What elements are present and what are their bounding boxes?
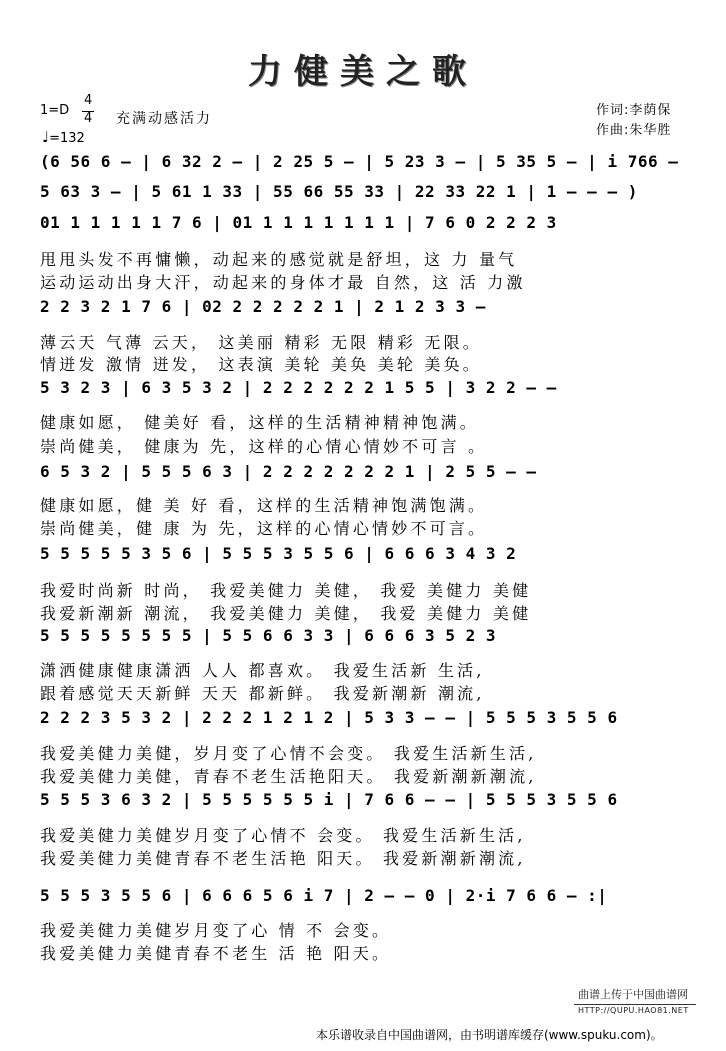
notation-line-4: 2 2 3 2 1 7 6 | 02 2 2 2 2 2 1 | 2 1 2 3 3 – <box>40 297 486 316</box>
key-signature: 1=D <box>40 103 70 118</box>
lyric-line-3: 薄云天 气薄 云天， 这美丽 精彩 无限 精彩 无限。 <box>40 333 483 352</box>
lyric-line-13: 我爱美健力美健，岁月变了心情不会变。 我爱生活新生活, <box>40 744 537 763</box>
lyricist-credit: 作词:李荫保 <box>596 103 672 118</box>
lyric-line-2: 运动运动出身大汗，动起来的身体才最 自然，这 活 力激 <box>40 273 526 292</box>
lyric-line-6: 崇尚健美， 健康为 先，这样的心情心情妙不可言 。 <box>40 437 488 456</box>
lyric-line-18: 我爱美健力美健青春不老生 活 艳 阳天。 <box>40 944 392 963</box>
lyric-line-17: 我爱美健力美健岁月变了心 情 不 会变。 <box>40 921 392 940</box>
source-notice: 本乐谱收录自中国曲谱网，由书明谱库缓存(www.spuku.com)。 <box>316 1028 663 1042</box>
notation-line-6: 6 5 3 2 | 5 5 5 6 3 | 2 2 2 2 2 2 2 1 | 2 5 5 – – <box>40 462 537 481</box>
composer-credit: 作曲:朱华胜 <box>596 123 672 138</box>
notation-line-1: (6 56 6 – | 6 32 2 – | 2 25 5 – | 5 23 3 – | 5 35 5 – | i 766 – <box>40 152 679 171</box>
song-title: 力健美之歌 <box>248 52 478 92</box>
quarter-note-icon: ♩ <box>42 128 50 146</box>
notation-line-5: 5 3 2 3 | 6 3 5 3 2 | 2 2 2 2 2 2 1 5 5 | 3 2 2 – – <box>40 378 557 397</box>
lyric-line-16: 我爱美健力美健青春不老生活艳 阳天。 我爱新潮新潮流, <box>40 849 526 868</box>
notation-line-8: 5 5 5 5 5 5 5 5 | 5 5 6 6 3 3 | 6 6 6 3 5 2 3 <box>40 626 496 645</box>
lyric-line-5: 健康如愿， 健美好 看，这样的生活精神精神饱满。 <box>40 413 479 432</box>
notation-line-7: 5 5 5 5 5 3 5 6 | 5 5 5 3 5 5 6 | 6 6 6 3 4 3 2 <box>40 544 517 563</box>
footer-divider <box>574 1004 696 1005</box>
lyric-line-11: 潇洒健康健康潇洒 人人 都喜欢。 我爱生活新 生活, <box>40 661 485 680</box>
time-signature-bottom: 4 <box>84 111 93 126</box>
mood-marking: 充满动感活力 <box>116 111 212 127</box>
lyric-line-14: 我爱美健力美健，青春不老生活艳阳天。 我爱新潮新潮流, <box>40 767 537 786</box>
lyric-line-8: 崇尚健美，健 康 为 先，这样的心情心情妙不可言。 <box>40 519 488 538</box>
time-signature-top: 4 <box>84 93 93 108</box>
lyric-line-1: 甩甩头发不再慵懒，动起来的感觉就是舒坦，这 力 量气 <box>40 250 518 269</box>
tempo-marking <box>42 128 85 146</box>
upload-notice: 曲谱上传于中国曲谱网 <box>578 988 688 1001</box>
lyric-line-4: 情迸发 激情 迸发， 这表演 美轮 美奂 美轮 美奂。 <box>40 355 483 374</box>
notation-line-9: 2 2 2 3 5 3 2 | 2 2 2 1 2 1 2 | 5 3 3 – – | 5 5 5 3 5 5 6 <box>40 708 618 727</box>
notation-line-11: 5 5 5 3 5 5 6 | 6 6 6 5 6 i 7 | 2 – – 0 | 2·i 7 6 6 – :| <box>40 886 608 905</box>
lyric-line-15: 我爱美健力美健岁月变了心情不 会变。 我爱生活新生活, <box>40 826 526 845</box>
upload-url: HTTP://QUPU.HAO81.NET <box>578 1006 689 1015</box>
notation-line-2: 5 63 3 – | 5 61 1 33 | 55 66 55 33 | 22 33 22 1 | 1 – – – ) <box>40 182 638 201</box>
lyric-line-9: 我爱时尚新 时尚， 我爱美健力 美健， 我爱 美健力 美健 <box>40 581 532 600</box>
tempo-value: =132 <box>49 131 85 146</box>
lyric-line-7: 健康如愿，健 美 好 看，这样的生活精神饱满饱满。 <box>40 496 488 515</box>
notation-line-10: 5 5 5 3 6 3 2 | 5 5 5 5 5 5 i | 7 6 6 – – | 5 5 5 3 5 5 6 <box>40 790 618 809</box>
lyric-line-12: 跟着感觉天天新鲜 天天 都新鲜。 我爱新潮新 潮流, <box>40 684 485 703</box>
notation-line-3: 01 1 1 1 1 1 7 6 | 01 1 1 1 1 1 1 1 | 7 6 0 2 2 2 3 <box>40 213 557 232</box>
lyric-line-10: 我爱新潮新 潮流， 我爱美健力 美健， 我爱 美健力 美健 <box>40 604 532 623</box>
